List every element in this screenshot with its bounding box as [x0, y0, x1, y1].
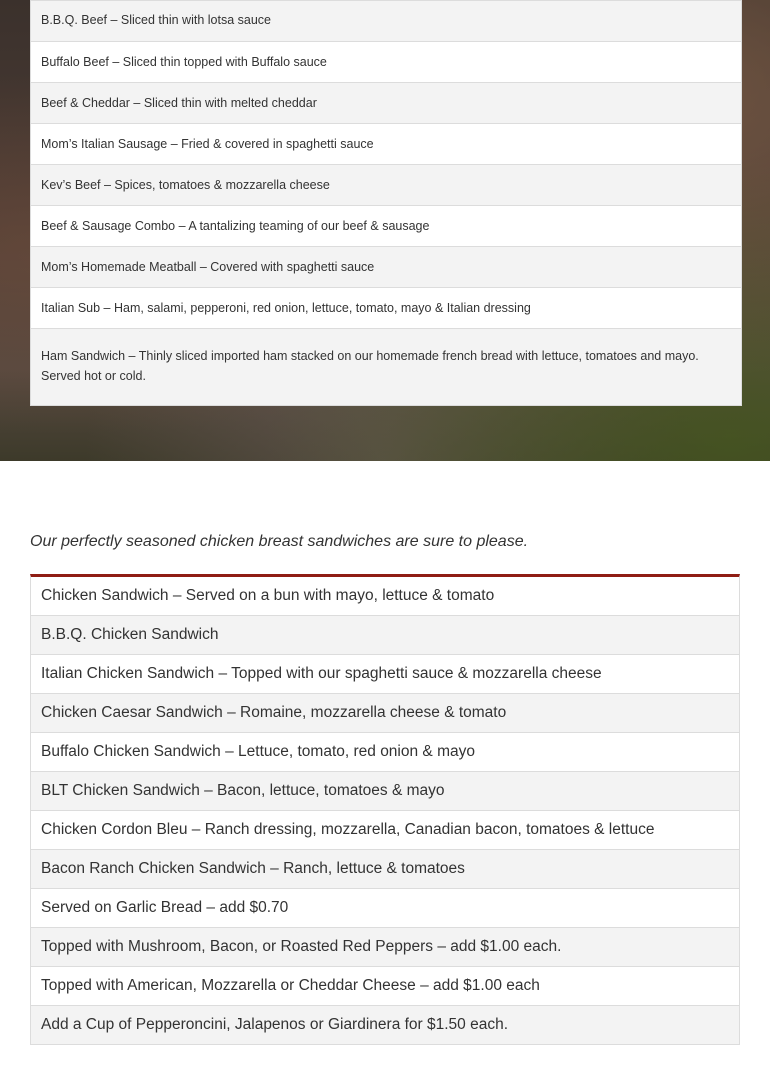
menu-row: Buffalo Beef – Sliced thin topped with Buffalo sauce [31, 41, 741, 82]
menu-row: Chicken Caesar Sandwich – Romaine, mozzarella cheese & tomato [31, 693, 739, 732]
menu-row: B.B.Q. Beef – Sliced thin with lotsa sauce [31, 1, 741, 41]
menu-row: BLT Chicken Sandwich – Bacon, lettuce, tomatoes & mayo [31, 771, 739, 810]
menu-row: Served on Garlic Bread – add $0.70 [31, 888, 739, 927]
menu-row: Beef & Cheddar – Sliced thin with melted cheddar [31, 82, 741, 123]
menu-row: Italian Sub – Ham, salami, pepperoni, red onion, lettuce, tomato, mayo & Italian dressing [31, 287, 741, 328]
menu-row: Chicken Cordon Bleu – Ranch dressing, mozzarella, Canadian bacon, tomatoes & lettuce [31, 810, 739, 849]
menu-row: B.B.Q. Chicken Sandwich [31, 615, 739, 654]
chicken-intro: Our perfectly seasoned chicken breast sandwiches are sure to please. [30, 533, 529, 550]
menu-row: Mom’s Italian Sausage – Fried & covered in spaghetti sauce [31, 123, 741, 164]
menu-row: Bacon Ranch Chicken Sandwich – Ranch, lettuce & tomatoes [31, 849, 739, 888]
beef-section-background [0, 0, 770, 461]
chicken-menu-table [30, 574, 740, 1045]
menu-row: Mom’s Homemade Meatball – Covered with spaghetti sauce [31, 246, 741, 287]
menu-row: Topped with Mushroom, Bacon, or Roasted Red Peppers – add $1.00 each. [31, 927, 739, 966]
beef-menu-table [30, 0, 742, 406]
menu-row: Add a Cup of Pepperoncini, Jalapenos or Giardinera for $1.50 each. [31, 1005, 739, 1044]
menu-row: Buffalo Chicken Sandwich – Lettuce, tomato, red onion & mayo [31, 732, 739, 771]
menu-row: Italian Chicken Sandwich – Topped with our spaghetti sauce & mozzarella cheese [31, 654, 739, 693]
menu-row: Topped with American, Mozzarella or Cheddar Cheese – add $1.00 each [31, 966, 739, 1005]
menu-row: Ham Sandwich – Thinly sliced imported ham stacked on our homemade french bread with lettuce, tomatoes and mayo. Served hot or cold. [31, 328, 741, 405]
menu-row: Chicken Sandwich – Served on a bun with mayo, lettuce & tomato [31, 577, 739, 615]
menu-row: Kev’s Beef – Spices, tomatoes & mozzarella cheese [31, 164, 741, 205]
menu-row: Beef & Sausage Combo – A tantalizing teaming of our beef & sausage [31, 205, 741, 246]
chicken-section [30, 530, 740, 1045]
